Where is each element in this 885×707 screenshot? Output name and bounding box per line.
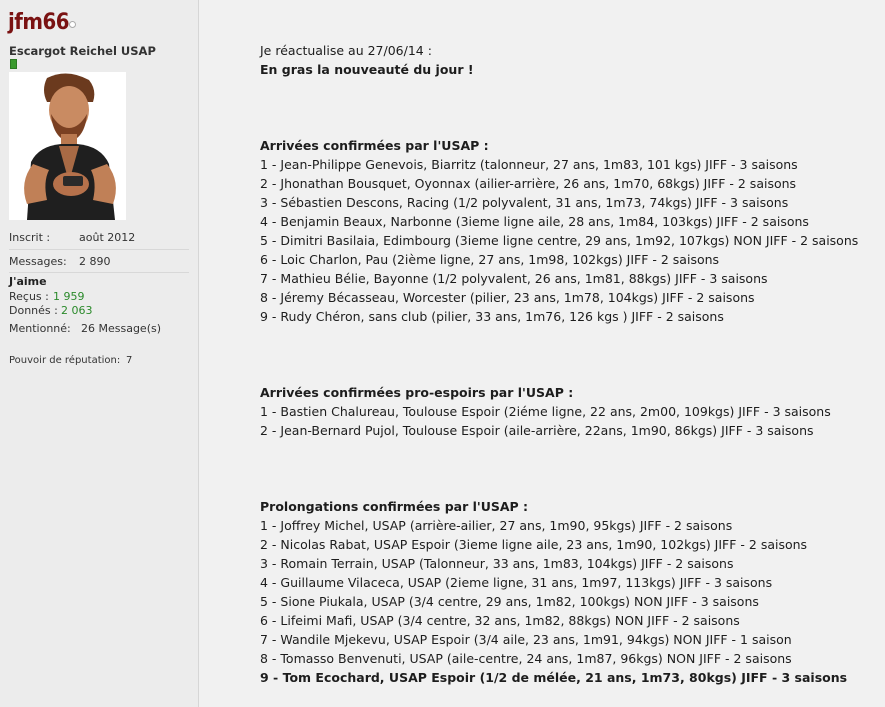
mentioned-link[interactable]: 26 Message(s) — [81, 322, 162, 335]
list-item: 8 - Jéremy Bécasseau, Worcester (pilier, 23 ans, 1m78, 104kgs) JIFF - 2 saisons — [260, 290, 755, 305]
offline-status-icon — [69, 21, 76, 28]
list-item: 3 - Sébastien Descons, Racing (1/2 polyvalent, 31 ans, 1m73, 74kgs) JIFF - 3 saisons — [260, 195, 789, 210]
divider — [9, 249, 189, 250]
espoirs-heading: Arrivées confirmées pro-espoirs par l'USAP : — [260, 385, 574, 400]
likes-given-count: 2 063 — [61, 304, 93, 317]
list-item: 8 - Tomasso Benvenuti, USAP (aile-centre, 24 ans, 1m87, 96kgs) NON JIFF - 2 saisons — [260, 651, 792, 666]
user-sidebar — [0, 0, 199, 707]
arrivals-heading: Arrivées confirmées par l'USAP : — [260, 138, 489, 153]
likes-given-label: Donnés : — [9, 304, 58, 317]
list-item: 9 - Rudy Chéron, sans club (pilier, 33 ans, 1m76, 126 kgs ) JIFF - 2 saisons — [260, 309, 724, 324]
user-title: Escargot Reichel USAP — [9, 44, 156, 58]
post-intro: Je réactualise au 27/06/14 : — [260, 43, 432, 58]
likes-title: J'aime — [9, 275, 47, 288]
reputation-power-label: Pouvoir de réputation: — [9, 355, 121, 366]
join-date-value: août 2012 — [79, 231, 136, 244]
messages-count: 2 890 — [79, 255, 111, 268]
list-item: 1 - Bastien Chalureau, Toulouse Espoir (2iéme ligne, 22 ans, 2m00, 109kgs) JIFF - 3 saisons — [260, 404, 831, 419]
post-intro-bold: En gras la nouveauté du jour ! — [260, 62, 474, 77]
list-item: 7 - Mathieu Bélie, Bayonne (1/2 polyvalent, 26 ans, 1m81, 88kgs) JIFF - 3 saisons — [260, 271, 768, 286]
reputation-bar-icon[interactable] — [10, 59, 17, 69]
list-item: 2 - Jhonathan Bousquet, Oyonnax (ailier-arrière, 26 ans, 1m70, 68kgs) JIFF - 2 saisons — [260, 176, 797, 191]
reputation-power-value: 7 — [126, 355, 133, 366]
list-item: 5 - Sione Piukala, USAP (3/4 centre, 29 ans, 1m82, 100kgs) NON JIFF - 3 saisons — [260, 594, 759, 609]
avatar[interactable] — [9, 72, 126, 220]
list-item-new: 9 - Tom Ecochard, USAP Espoir (1/2 de mélée, 21 ans, 1m73, 80kgs) JIFF - 3 saisons — [260, 670, 848, 685]
post-content — [199, 0, 885, 707]
prolongations-heading: Prolongations confirmées par l'USAP : — [260, 499, 529, 514]
list-item: 4 - Benjamin Beaux, Narbonne (3ieme ligne aile, 28 ans, 1m84, 103kgs) JIFF - 2 saisons — [260, 214, 809, 229]
likes-received-count: 1 959 — [53, 290, 85, 303]
list-item: 6 - Loic Charlon, Pau (2ième ligne, 27 ans, 1m98, 102kgs) JIFF - 2 saisons — [260, 252, 720, 267]
list-item: 4 - Guillaume Vilaceca, USAP (2ieme ligne, 31 ans, 1m97, 113kgs) JIFF - 3 saisons — [260, 575, 773, 590]
list-item: 2 - Jean-Bernard Pujol, Toulouse Espoir (aile-arrière, 22ans, 1m90, 86kgs) JIFF - 3 saisons — [260, 423, 814, 438]
list-item: 7 - Wandile Mjekevu, USAP Espoir (3/4 aile, 23 ans, 1m91, 94kgs) NON JIFF - 1 saison — [260, 632, 792, 647]
username-link[interactable]: jfm66 — [8, 10, 70, 35]
avatar-photo-icon — [9, 72, 126, 220]
list-item: 2 - Nicolas Rabat, USAP Espoir (3ieme ligne aile, 23 ans, 1m90, 102kgs) JIFF - 2 saisons — [260, 537, 808, 552]
list-item: 5 - Dimitri Basilaia, Edimbourg (3ieme ligne centre, 29 ans, 1m92, 107kgs) NON JIFF - 2 saisons — [260, 233, 859, 248]
likes-received-label: Reçus : — [9, 290, 49, 303]
messages-label: Messages: — [9, 255, 67, 268]
list-item: 6 - Lifeimi Mafi, USAP (3/4 centre, 32 ans, 1m82, 88kgs) NON JIFF - 2 saisons — [260, 613, 740, 628]
join-date-label: Inscrit : — [9, 231, 51, 244]
mentioned-label: Mentionné: — [9, 322, 71, 335]
list-item: 1 - Jean-Philippe Genevois, Biarritz (talonneur, 27 ans, 1m83, 101 kgs) JIFF - 3 saisons — [260, 157, 798, 172]
list-item: 3 - Romain Terrain, USAP (Talonneur, 33 ans, 1m83, 104kgs) JIFF - 2 saisons — [260, 556, 734, 571]
list-item: 1 - Joffrey Michel, USAP (arrière-ailier, 27 ans, 1m90, 95kgs) JIFF - 2 saisons — [260, 518, 733, 533]
divider — [9, 272, 189, 273]
